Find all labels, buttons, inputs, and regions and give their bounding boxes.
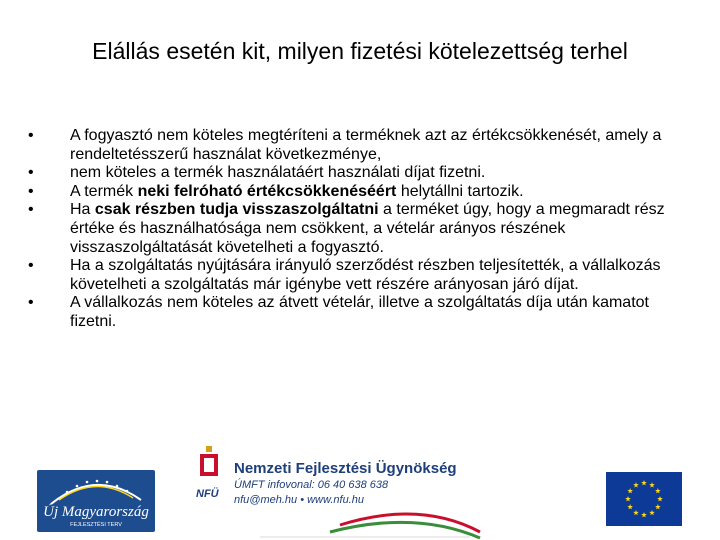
eu-star-icon bbox=[655, 504, 661, 509]
bullet-text: a terméket úgy, hogy a megmaradt rész értéke és használhatósága nem csökkent, a vételár arányos részének visszaszolgáltatását követelheti a fogyasztó. bbox=[70, 201, 665, 256]
nfu-abbr: NFÜ bbox=[196, 488, 219, 500]
eu-stars bbox=[606, 472, 682, 526]
bullet-item bbox=[28, 257, 688, 294]
bullet-text: A vállalkozás nem köteles az átvett vételár, illetve a szolgáltatás díja után kamatot fizetni. bbox=[70, 294, 649, 330]
bullet-list bbox=[28, 127, 688, 332]
bullet-text: A fogyasztó nem köteles megtéríteni a terméknek azt az értékcsökkenését, amely a rendeltetésszerű használat következménye, bbox=[70, 127, 662, 163]
eu-star-icon bbox=[625, 496, 631, 501]
bullet-item bbox=[28, 183, 688, 202]
bullet-text: nem köteles a termék használatáért használati díjat fizetni. bbox=[70, 164, 486, 182]
bullet-item bbox=[28, 164, 688, 183]
uj-magyarorszag-emblem bbox=[37, 470, 155, 532]
eu-star-icon bbox=[657, 496, 663, 501]
bullet-emphasis: csak részben tudja visszaszolgáltatni bbox=[94, 201, 379, 219]
bullet-text: Ha a szolgáltatás nyújtására irányuló szerződést részben teljesítették, a vállalkozás követelheti a szolgáltatás már igénybe vett részére arányosan járó díjat. bbox=[70, 257, 661, 293]
um-logo-text: Új Magyarország bbox=[43, 504, 149, 520]
eu-star-icon bbox=[641, 480, 647, 485]
bullet-item bbox=[28, 201, 688, 257]
um-logo-subtext: FEJLESZTÉSI TERV bbox=[70, 522, 122, 528]
uj-magyarorszag-logo bbox=[37, 470, 155, 532]
eu-star-icon bbox=[627, 504, 633, 509]
slide-title: Elállás esetén kit, milyen fizetési kötelezettség terhel bbox=[92, 38, 628, 64]
eu-star-icon bbox=[655, 488, 661, 493]
bullet-item bbox=[28, 127, 688, 164]
bullet-emphasis: neki felróható értékcsökkenéséért bbox=[137, 182, 397, 200]
bullet-text: helytállni tartozik. bbox=[396, 182, 524, 200]
bullet-text: A termék bbox=[70, 182, 138, 200]
eu-flag bbox=[606, 472, 682, 526]
eu-star-icon bbox=[633, 482, 639, 487]
bullet-item bbox=[28, 294, 688, 331]
eu-star-icon bbox=[641, 512, 647, 517]
nfu-phone: ÚMFT infovonal: 06 40 638 638 bbox=[234, 479, 389, 491]
bullet-text: Ha bbox=[70, 201, 95, 219]
nfu-name: Nemzeti Fejlesztési Ügynökség bbox=[234, 460, 457, 477]
nfu-contact: nfu@meh.hu • www.nfu.hu bbox=[234, 494, 364, 506]
eu-star-icon bbox=[649, 510, 655, 515]
eu-star-icon bbox=[633, 510, 639, 515]
nfu-logo bbox=[190, 440, 490, 540]
eu-star-icon bbox=[627, 488, 633, 493]
eu-star-icon bbox=[649, 482, 655, 487]
